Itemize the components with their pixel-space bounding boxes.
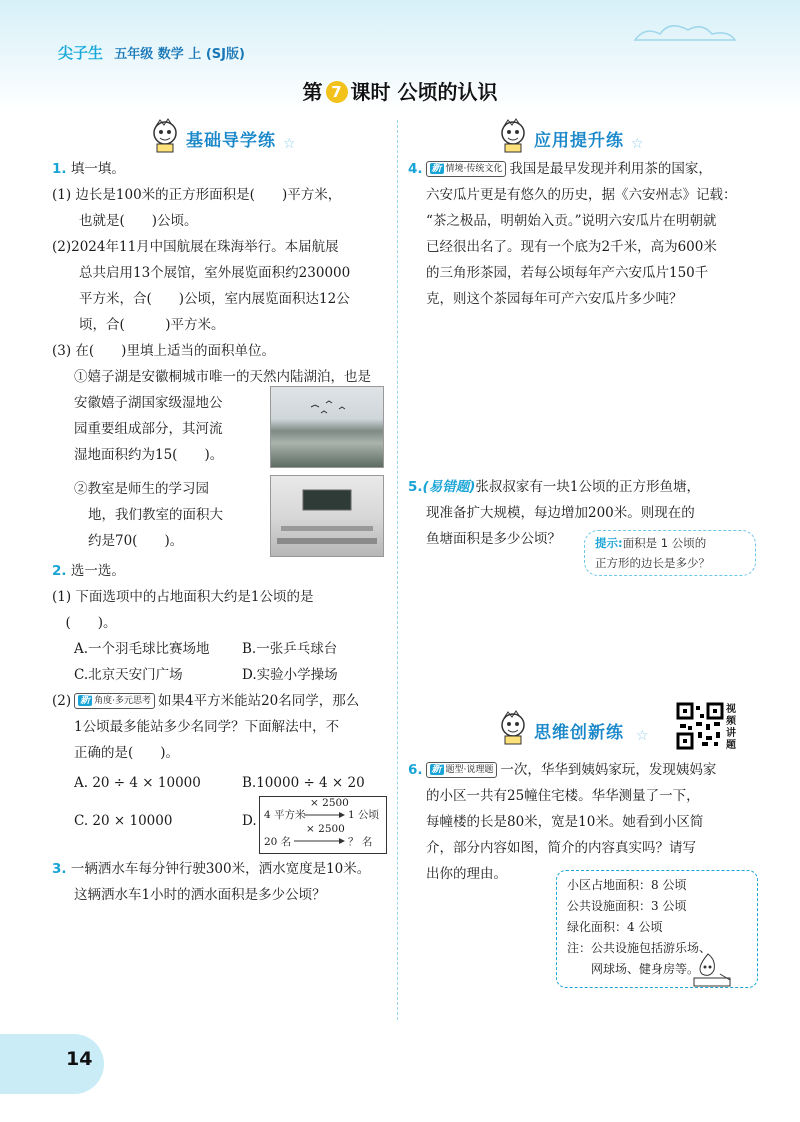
q1-part2-line: 平方米，合( )公顷，室内展览面积达12公	[52, 291, 350, 307]
diagram-label: 4 平方米	[264, 809, 306, 821]
q1-part3-title: (3) 在( )里填上适当的面积单位。	[52, 343, 275, 359]
diagram-operator: × 2500	[310, 797, 349, 809]
section-apply	[496, 118, 646, 158]
q1-part2-line: (2)2024年11月中国航展在珠海举行。本届航展	[52, 239, 339, 255]
notice-line: 网球场、健身房等。	[567, 962, 700, 976]
star-icon: ☆	[631, 136, 644, 152]
notice-line: 公共设施面积：3 公顷	[567, 899, 687, 913]
birds-icon	[271, 387, 383, 467]
option-b: B.一张乒乓球台	[242, 641, 338, 657]
q2-part2-line: 正确的是( )。	[74, 745, 180, 761]
mascot-icon	[148, 118, 182, 154]
option-a: A.一个羽毛球比赛场地	[74, 641, 210, 657]
column-divider	[397, 120, 398, 1020]
hint-text: 面积是 1 公顷的	[622, 536, 707, 550]
page-number: 14	[66, 1048, 93, 1070]
q1-part2-line: 总共启用13个展馆，室外展览面积约230000	[52, 265, 351, 281]
q3-line: 这辆洒水车1小时的洒水面积是多少公顷？	[74, 887, 326, 903]
section-basic	[148, 118, 298, 158]
video-explain-label: 视频讲题	[726, 704, 736, 751]
error-prone-tag: (易错题)	[422, 479, 476, 495]
q4-block	[408, 156, 753, 312]
option-d: D.	[242, 813, 257, 829]
mascot-writing-icon	[690, 950, 736, 990]
q1-part1-line: (1) 边长是100米的正方形面积是( )平方米，	[52, 187, 342, 203]
q6-line: 每幢楼的长是80米，宽是10米。她看到小区简	[426, 814, 704, 830]
new-badge: 新 情境·传统文化	[426, 161, 507, 177]
option-b: B.10000 ÷ 4 × 20	[242, 775, 365, 791]
option-c: C. 20 × 10000	[74, 813, 173, 829]
q5-line: 5.(易错题)张叔叔家有一块1公顷的正方形鱼塘，	[408, 479, 700, 495]
hint-label: 提示:	[595, 536, 623, 550]
hint-text: 正方形的边长是多少？	[595, 556, 710, 570]
q6-line: 的小区一共有25幢住宅楼。华华测量了一下，	[426, 788, 700, 804]
diagram-label: 1 公顷	[348, 809, 380, 821]
q6-line: 出你的理由。	[426, 866, 507, 882]
book-title: 五年级 数学 上 (SJ版)	[114, 47, 245, 62]
mascot-icon	[496, 710, 530, 746]
q2-part1-options	[52, 662, 392, 688]
star-icon: ☆	[636, 728, 649, 744]
q1-part3a-line: 湿地面积约为15( )。	[74, 447, 224, 463]
q2-part1-line: (1) 下面选项中的占地面积大约是1公顷的是	[52, 589, 314, 605]
q1-part3a-line: ①嬉子湖是安徽桐城市唯一的天然内陆湖泊，也是	[74, 369, 371, 385]
q2-title: 2. 选一选。	[52, 563, 125, 579]
qr-code-icon[interactable]	[676, 702, 724, 750]
new-badge: 新 角度·多元思考	[74, 693, 155, 709]
lesson-title: 第 7 课时 公顷的认识	[302, 80, 498, 104]
notice-line: 注：公共设施包括游乐场、	[567, 941, 712, 955]
blackboard-icon	[271, 476, 383, 556]
q2-part1-line: ( )。	[52, 615, 117, 631]
q4-line: “茶之极品，明朝始入贡。”说明六安瓜片在明朝就	[426, 213, 717, 229]
q1-part3b-line: 约是70( )。	[88, 533, 184, 549]
option-c: C.北京天安门广场	[74, 667, 183, 683]
q4-line: 4. 新 情境·传统文化 我国是最早发现并利用茶的国家，	[408, 161, 712, 177]
q2-part1-options	[52, 636, 392, 662]
hint-bubble	[584, 530, 756, 576]
q1-part3b-line: ②教室是师生的学习园	[74, 481, 209, 497]
q6-line: 介，部分内容如图，简介的内容真实吗？请写	[426, 840, 696, 856]
notice-line: 绿化面积：4 公顷	[567, 920, 663, 934]
q2-part2-line: (2) 新 角度·多元思考 如果4平方米能站20名同学，那么	[52, 693, 360, 709]
q5-line: 现准备扩大规模，每边增加200米。则现在的	[426, 505, 695, 521]
section-title: 基础导学练	[186, 131, 276, 151]
q1-part3a-line: 园重要组成部分，其河流	[74, 421, 223, 437]
q2-part2-options	[52, 770, 392, 796]
q6-block	[408, 757, 753, 887]
q2-part2-line: 1公顷最多能站多少名同学？下面解法中，不	[74, 719, 340, 735]
q5-line: 鱼塘面积是多少公顷？	[426, 531, 561, 547]
q6-line: 6. 新 题型·说理题 一次，华华到姨妈家玩，发现姨妈家	[408, 762, 717, 778]
q1-part2-line: 顷，合( )平方米。	[52, 317, 225, 333]
section-title: 思维创新练	[534, 723, 624, 743]
lake-photo	[270, 386, 384, 468]
lesson-number-badge: 7	[326, 81, 348, 103]
diagram-label: ？ 名	[348, 836, 373, 848]
section-think	[496, 710, 656, 750]
diagram-label: 20 名	[264, 836, 292, 848]
new-badge: 新 题型·说理题	[426, 762, 498, 778]
classroom-photo	[270, 475, 384, 557]
q1-part3b-line: 地，我们教室的面积大	[88, 507, 223, 523]
q4-line: 克，则这个茶园每年可产六安瓜片多少吨？	[426, 291, 683, 307]
mascot-icon	[496, 118, 530, 154]
option-a: A. 20 ÷ 4 × 10000	[74, 775, 201, 791]
option-d: D.实验小学操场	[242, 667, 338, 683]
section-title: 应用提升练	[534, 131, 624, 151]
notice-line: 小区占地面积：8 公顷	[567, 878, 687, 892]
q1-part3a-line: 安徽嬉子湖国家级湿地公	[74, 395, 223, 411]
brand-logo-text: 尖子生	[58, 44, 104, 62]
star-icon: ☆	[283, 136, 296, 152]
q1-title: 1. 填一填。	[52, 161, 125, 177]
book-brand	[58, 42, 245, 63]
option-d-diagram	[259, 796, 387, 854]
q4-line: 六安瓜片更是有悠久的历史，据《六安州志》记载：	[426, 187, 737, 203]
cloud-icon	[630, 20, 740, 46]
diagram-operator: × 2500	[306, 823, 345, 835]
q3-line: 3. 一辆洒水车每分钟行驶300米，洒水宽度是10米。	[52, 861, 371, 877]
q4-line: 已经很出名了。现有一个底为2千米，高为600米	[426, 239, 717, 255]
q1-part1-line: 也就是( )公顷。	[52, 213, 198, 229]
q4-line: 的三角形茶园，若每公顷每年产六安瓜片150千	[426, 265, 709, 281]
